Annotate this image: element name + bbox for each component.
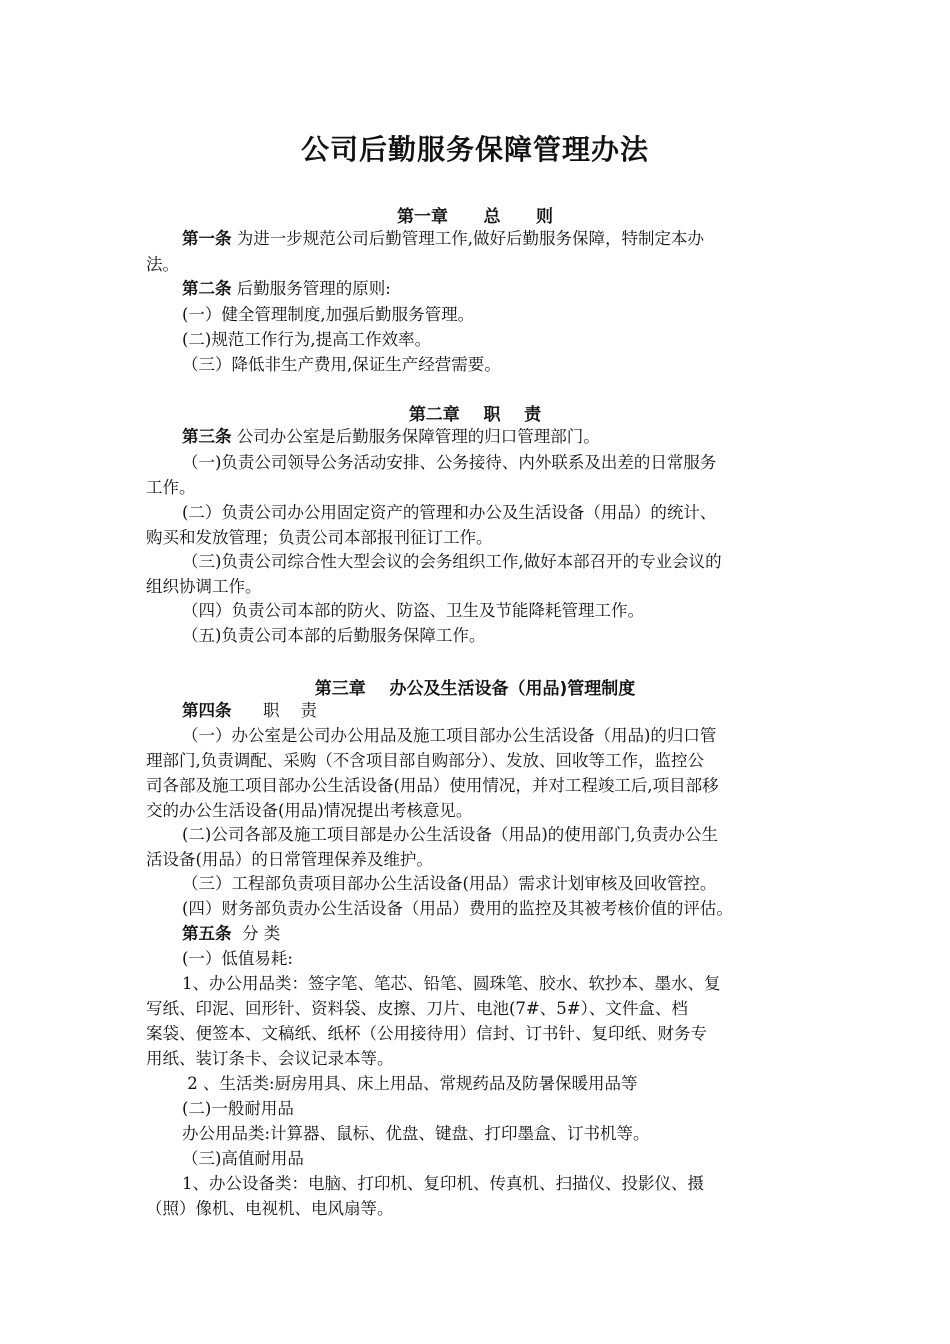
article-2 [182,276,391,302]
article-3-text: 公司办公室是后勤服务保障管理的归口管理部门。 [231,427,600,446]
category-1: (一）低值易耗: [182,949,293,968]
resp-4: (四）财务部负责办公生活设备（用品）费用的监控及其被考核价值的评估。 [182,899,733,918]
category-2: (二)一般耐用品 [182,1099,294,1118]
chapter-1-heading: 第一章 总 则 [396,207,554,227]
resp-1: （一）办公室是公司办公用品及施工项目部办公生活设备（用品)的归口管 [182,726,717,745]
article-2-label: 第二条 [182,279,232,298]
article-5-label: 第五条 [182,924,232,943]
article-4-label: 第四条 [182,701,232,720]
principle-2: (二)规范工作行为,提高工作效率。 [182,330,432,349]
article-5-text: 分 类 [231,924,281,943]
category-2-item-1: 办公用品类:计算器、鼠标、优盘、键盘、打印墨盒、订书机等。 [182,1124,650,1143]
duty-2: (二）负责公司办公用固定资产的管理和办公及生活设备（用品）的统计、 [182,503,717,522]
category-3: （三)高值耐用品 [182,1149,304,1168]
resp-1-cont-2: 司各部及施工项目部办公生活设备(用品）使用情况，并对工程竣工后,项目部移 [146,776,719,795]
duty-4: （四）负责公司本部的防火、防盗、卫生及节能降耗管理工作。 [182,601,644,620]
category-3-item-1: 1、办公设备类：电脑、打印机、复印机、传真机、扫描仪、投影仪、摄 [182,1174,704,1193]
category-1-item-1-cont-2: 案袋、便签本、文稿纸、纸杯（公用接待用）信封、订书针、复印纸、财务专 [146,1024,707,1043]
category-3-item-1-cont: （照）像机、电视机、电风扇等。 [146,1199,394,1218]
resp-3: （三）工程部负责项目部办公生活设备(用品）需求计划审核及回收管控。 [182,874,717,893]
chapter-2-heading: 第二章 职 责 [408,405,542,425]
category-1-item-1-cont-1: 写纸、印泥、回形针、资料袋、皮擦、刀片、电池(7#、5#）、文件盒、档 [146,999,688,1018]
resp-2-cont: 活设备(用品）的日常管理保养及维护。 [146,850,433,869]
chapter-3-heading: 第三章 办公及生活设备（用品)管理制度 [314,679,636,699]
article-5 [182,921,280,947]
article-2-text: 后勤服务管理的原则: [231,279,391,298]
duty-1-cont: 工作。 [146,478,196,497]
article-3-label: 第三条 [182,427,232,446]
article-1-text: 为进一步规范公司后勤管理工作,做好后勤服务保障，特制定本办 [231,229,704,248]
category-1-item-1: 1、办公用品类：签字笔、笔芯、铅笔、圆珠笔、胶水、软抄本、墨水、复 [182,974,721,993]
category-1-item-1-cont-3: 用纸、装订条卡、会议记录本等。 [146,1049,394,1068]
resp-2: (二)公司各部及施工项目部是办公生活设备（用品)的使用部门,负责办公生 [182,825,719,844]
resp-1-cont-3: 交的办公生活设备(用品)情况提出考核意见。 [146,801,473,820]
principle-1: (一）健全管理制度,加强后勤服务管理。 [182,305,475,324]
category-1-item-2: 2 、生活类:厨房用具、床上用品、常规药品及防暑保暖用品等 [182,1074,638,1093]
duty-3-cont: 组织协调工作。 [146,577,262,596]
article-1 [182,226,704,252]
resp-1-cont-1: 理部门,负责调配、采购（不含项目部自购部分）、发放、回收等工作，监控公 [146,751,704,770]
principle-3: （三）降低非生产费用,保证生产经营需要。 [182,355,501,374]
article-4-text: 职 责 [231,701,317,720]
duty-3: （三)负责公司综合性大型会议的会务组织工作,做好本部召开的专业会议的 [182,552,722,571]
duty-5: （五)负责公司本部的后勤服务保障工作。 [182,626,486,645]
article-1-label: 第一条 [182,229,232,248]
document-title: 公司后勤服务保障管理办法 [300,133,649,166]
article-4 [182,698,317,724]
article-1-cont: 法。 [146,255,179,274]
duty-2-cont: 购买和发放管理；负责公司本部报刊征订工作。 [146,528,493,547]
duty-1: （一)负责公司领导公务活动安排、公务接待、内外联系及出差的日常服务 [182,453,717,472]
article-3 [182,424,600,450]
